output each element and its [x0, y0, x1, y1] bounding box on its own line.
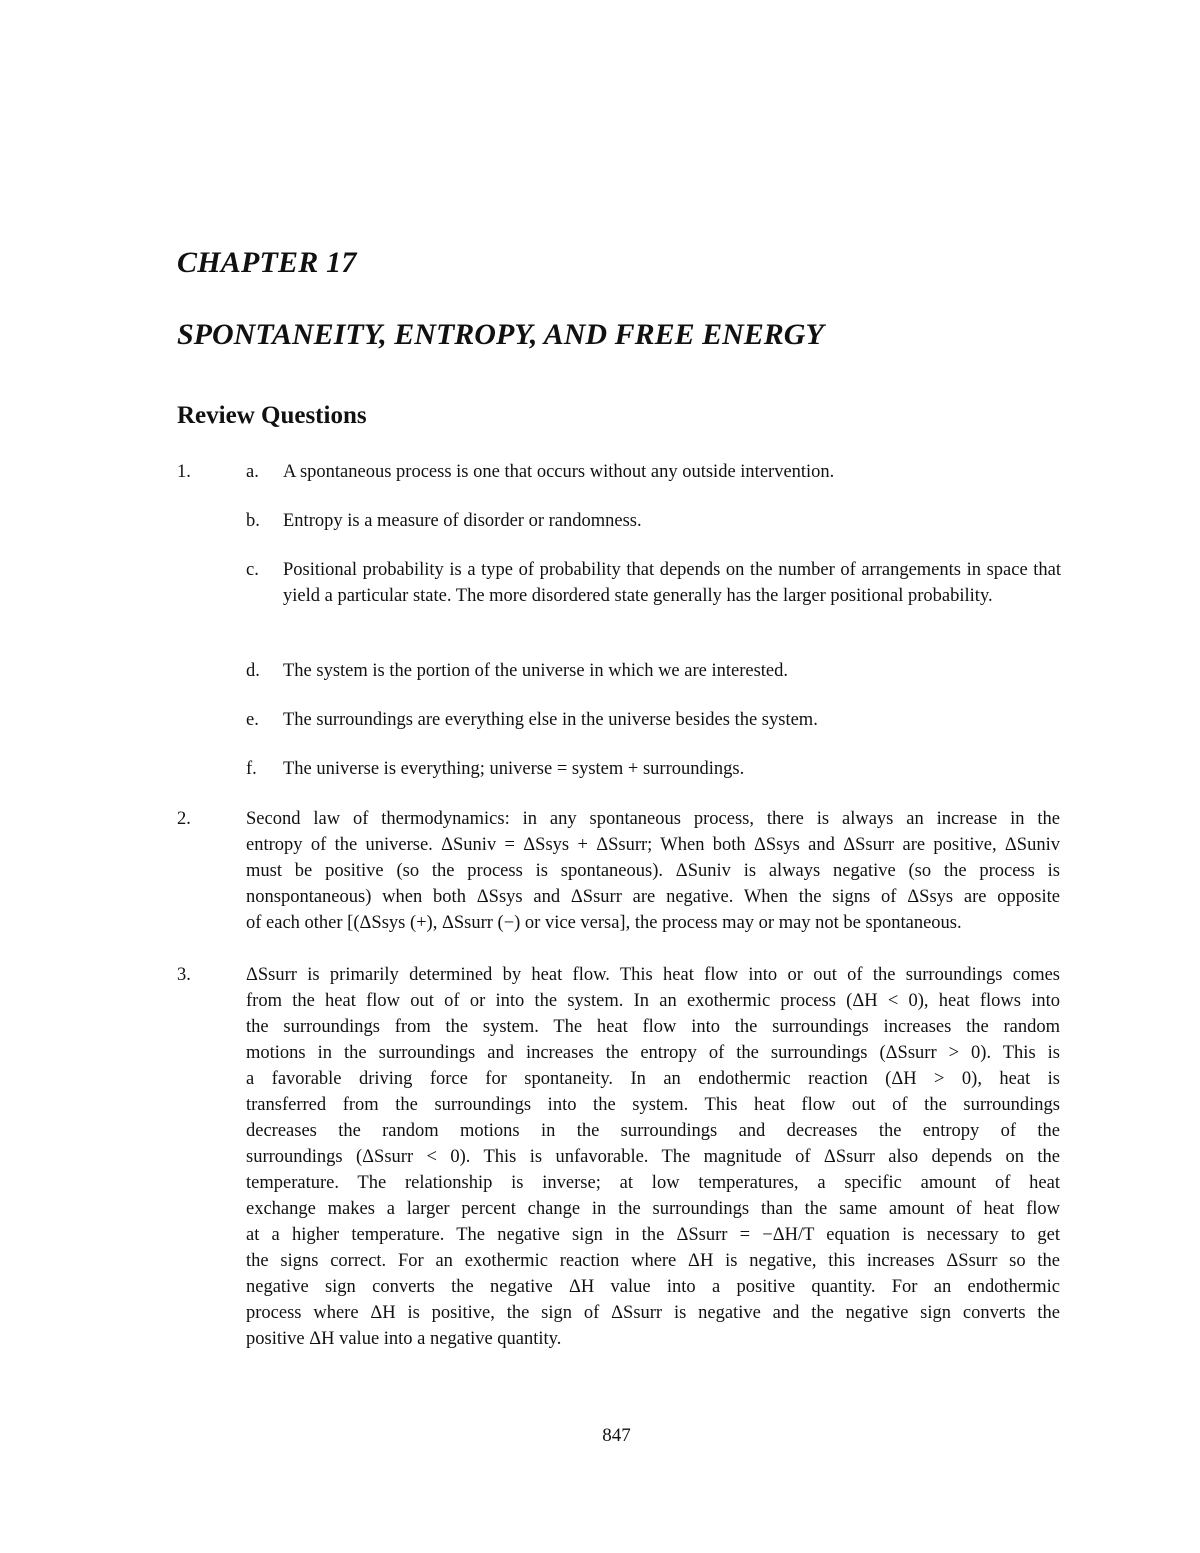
text-line: decreases the random motions in the surroundings and decreases the entropy of the [246, 1121, 1060, 1141]
part-text: The surroundings are everything else in the universe besides the system. [283, 710, 818, 730]
part-text: A spontaneous process is one that occurs without any outside intervention. [283, 462, 835, 482]
text-line: must be positive (so the process is spontaneous). ΔSuniv is always negative (so the process is [246, 861, 1060, 881]
section-heading: Review Questions [177, 402, 367, 429]
text-line: positive ΔH value into a negative quantity. [246, 1329, 562, 1349]
question-number: 3. [177, 965, 191, 985]
part-text: The system is the portion of the universe in which we are interested. [283, 661, 789, 681]
text-line: nonspontaneous) when both ΔSsys and ΔSsurr are negative. When the signs of ΔSsys are opposite [246, 887, 1060, 907]
text-line: at a higher temperature. The negative sign in the ΔSsurr = −ΔH/T equation is necessary to get [246, 1225, 1060, 1245]
text-line: entropy of the universe. ΔSuniv = ΔSsys + ΔSsurr; When both ΔSsys and ΔSsurr are positive, ΔSuniv [246, 835, 1060, 855]
text-line: temperature. The relationship is inverse; at low temperatures, a specific amount of heat [246, 1173, 1060, 1193]
text-line: Second law of thermodynamics: in any spontaneous process, there is always an increase in the [246, 809, 1060, 829]
text-line: surroundings (ΔSsurr < 0). This is unfavorable. The magnitude of ΔSsurr also depends on the [246, 1147, 1060, 1167]
page-number: 847 [602, 1425, 631, 1446]
text-line: of each other [(ΔSsys (+), ΔSsurr (−) or vice versa], the process may or may not be spontaneous. [246, 913, 962, 933]
text-line: negative sign converts the negative ΔH value into a positive quantity. For an endothermic [246, 1277, 1060, 1297]
text-line: the surroundings from the system. The heat flow into the surroundings increases the random [246, 1017, 1060, 1037]
text-line: exchange makes a larger percent change in the surroundings than the same amount of heat flow [246, 1199, 1060, 1219]
part-letter: a. [246, 462, 259, 482]
question-number: 1. [177, 462, 191, 482]
part-letter: c. [246, 560, 259, 580]
question-number: 2. [177, 809, 191, 829]
text-line: process where ΔH is positive, the sign of ΔSsurr is negative and the negative sign converts the [246, 1303, 1060, 1323]
text-line: ΔSsurr is primarily determined by heat flow. This heat flow into or out of the surroundings comes [246, 965, 1060, 985]
part-letter: b. [246, 511, 260, 531]
part-letter: f. [246, 759, 257, 779]
text-line: transferred from the surroundings into the system. This heat flow out of the surroundings [246, 1095, 1060, 1115]
part-letter: d. [246, 661, 260, 681]
chapter-label: CHAPTER 17 [177, 246, 357, 279]
text-line: motions in the surroundings and increases the entropy of the surroundings (ΔSsurr > 0). This is [246, 1043, 1060, 1063]
part-text: Entropy is a measure of disorder or randomness. [283, 511, 642, 531]
part-text: The universe is everything; universe = system + surroundings. [283, 759, 745, 779]
question-text [246, 962, 1060, 1352]
chapter-title: SPONTANEITY, ENTROPY, AND FREE ENERGY [177, 318, 824, 351]
question-text [246, 806, 1060, 936]
part-letter: e. [246, 710, 259, 730]
part-text: Positional probability is a type of probability that depends on the number of arrangements in space that yield a particular state. The more disordered state generally has the larger positional probability. [283, 560, 1061, 606]
text-line: from the heat flow out of or into the system. In an exothermic process (ΔH < 0), heat flows into [246, 991, 1060, 1011]
text-line: a favorable driving force for spontaneity. In an endothermic reaction (ΔH > 0), heat is [246, 1069, 1060, 1089]
text-line: the signs correct. For an exothermic reaction where ΔH is negative, this increases ΔSsurr so the [246, 1251, 1060, 1271]
